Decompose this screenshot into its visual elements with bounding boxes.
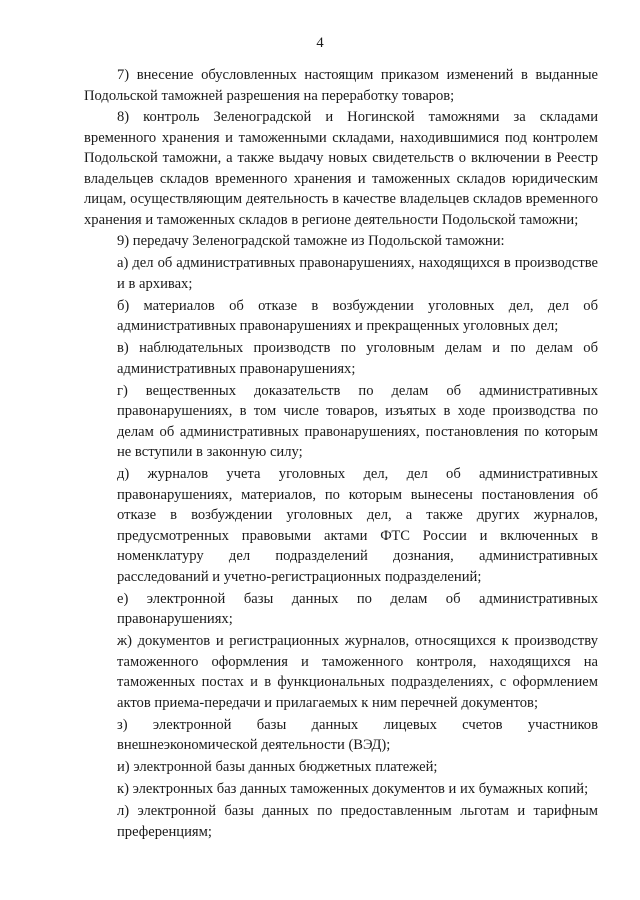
paragraph-9: 9) передачу Зеленоградской таможне из Подольской таможни:	[117, 233, 505, 249]
subitem-b: б) материалов об отказе в возбуждении уголовных дел, дел об административных правонарушениях и прекращенных уголовных дел;	[117, 297, 598, 334]
subitem-v: в) наблюдательных производств по уголовным делам и по делам об административных правонарушениях;	[117, 340, 598, 377]
subitem-l: л) электронной базы данных по предоставленным льготам и тарифным преференциям;	[117, 803, 598, 840]
subitem-e: е) электронной базы данных по делам об административных правонарушениях;	[117, 590, 598, 627]
subitem-zh: ж) документов и регистрационных журналов, относящихся к производству таможенного оформления и таможенного контроля, находящихся на таможенных постах и в функциональных подразделениях, с оформлением актов приема-передачи и прилагаемых к ним перечней документов;	[117, 633, 598, 711]
subitem-k: к) электронных баз данных таможенных документов и их бумажных копий;	[117, 781, 589, 797]
subitem-z: з) электронной базы данных лицевых счетов участников внешнеэкономической деятельности (ВЭД);	[117, 716, 598, 753]
paragraph-7: 7) внесение обусловленных настоящим приказом изменений в выданные Подольской таможней разрешения на переработку товаров;	[84, 67, 598, 104]
subitem-d: д) журналов учета уголовных дел, дел об административных правонарушениях, материалов, по которым вынесены постановления об отказе в возбуждении уголовных дел, а также других журналов, предусмотренных правовыми актами ФТС России и включенных в номенклатуру дел подразделений дознания, административных расследований и учетно-регистрационных подразделений;	[117, 466, 598, 585]
page-number: 4	[316, 35, 324, 51]
paragraph-8: 8) контроль Зеленоградской и Ногинской таможнями за складами временного хранения и таможенными складами, находившимися под контролем Подольской таможни, а также выдачу новых свидетельств о включении в Реестр владельцев складов временного хранения и таможенных складов юридическим лицам, осуществляющим деятельность в качестве владельцев складов временного хранения и таможенных складов в регионе деятельности Подольской таможни;	[84, 109, 598, 228]
subitem-a: а) дел об административных правонарушениях, находящихся в производстве и в архивах;	[117, 255, 598, 292]
subitem-i: и) электронной базы данных бюджетных платежей;	[117, 759, 438, 775]
document-body	[84, 65, 598, 842]
subitem-g: г) вещественных доказательств по делам об административных правонарушениях, в том числе товаров, изъятых в ходе производства по делам об административных правонарушениях, постановления по которым не вступили в законную силу;	[117, 382, 598, 460]
